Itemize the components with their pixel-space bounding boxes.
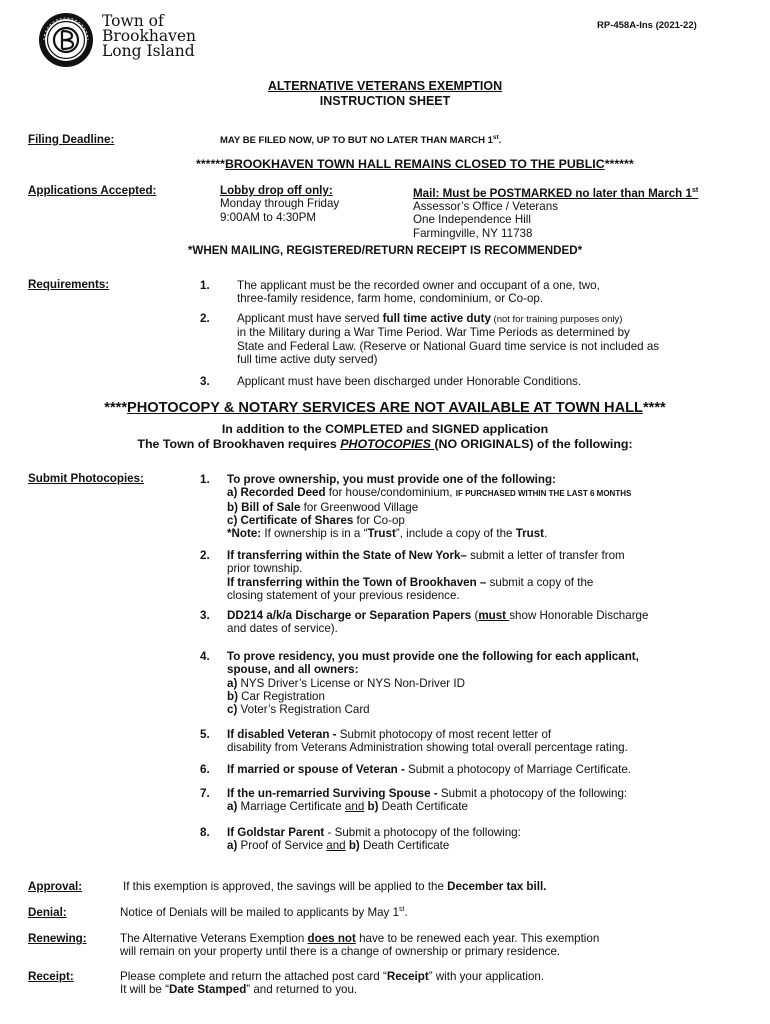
- denial-sup: st: [399, 906, 405, 914]
- pc-1-note-trust-2: Trust: [515, 527, 545, 541]
- photocopy-sub-1: In addition to the COMPLETED and SIGNED application: [221, 422, 549, 436]
- req-2-num: 2.: [200, 312, 210, 325]
- mail-line-1: Assessor’s Office / Veterans: [413, 200, 558, 214]
- receipt-post: ” with your application.: [428, 970, 545, 983]
- logo-line-3: Long Island: [102, 42, 195, 60]
- pc-5-l1-text: Submit photocopy of most recent letter of: [336, 728, 552, 741]
- receipt-bold: Receipt: [386, 970, 429, 983]
- renew-does-not: does not: [307, 932, 356, 945]
- logo-line-2: Brookhaven: [102, 27, 196, 45]
- pc-2-l3-text: submit a copy of the: [486, 575, 594, 589]
- filing-sup: st: [492, 134, 499, 141]
- closed-notice: [196, 157, 634, 171]
- denial-text: [120, 906, 408, 919]
- pc-1-a: [227, 486, 631, 500]
- pc-1-note-trust: Trust: [367, 527, 396, 541]
- applications-label: Applications Accepted:: [28, 184, 157, 197]
- pc-8-and: and: [326, 839, 346, 853]
- pc-1-a-text: for house/condominium,: [325, 486, 456, 500]
- req-3: Applicant must have been discharged under Honorable Conditions.: [237, 375, 582, 388]
- pc-1-note-end: .: [544, 527, 548, 541]
- pc-2-l3-bold: If transferring within the Town of Brookhaven –: [227, 575, 487, 589]
- closed-suffix: ******: [604, 157, 634, 171]
- pc-6-text: Submit a photocopy of Marriage Certificate.: [404, 763, 632, 776]
- pc-4-a-text: NYS Driver’s License or NYS Non-Driver ID: [237, 676, 465, 690]
- photocopy-sub-2-em: PHOTOCOPIES: [340, 437, 435, 451]
- renew-pre: The Alternative Veterans Exemption: [120, 932, 308, 945]
- pc-8-line-1: [227, 826, 521, 839]
- pc-1-c-bold: c) Certificate of Shares: [227, 513, 354, 527]
- title-line-2: INSTRUCTION SHEET: [319, 93, 451, 108]
- pc-8-a-text: Proof of Service: [237, 839, 327, 853]
- receipt-label: Receipt:: [28, 970, 74, 983]
- renew-post: have to be renewed each year. This exemption: [355, 932, 600, 945]
- denial-end: .: [404, 906, 408, 919]
- pc-4-b: [227, 690, 639, 703]
- req-2-line-1: [237, 312, 659, 326]
- filing-text: [220, 134, 501, 146]
- pc-4-c-bold: c): [227, 703, 238, 717]
- filing-deadline: MAY BE FILED NOW, UP TO BUT NO LATER THAN MARCH 1: [220, 135, 493, 147]
- pc-7-line-2: [227, 800, 627, 813]
- pc-1-a-small: IF PURCHASED WITHIN THE LAST 6 MONTHS: [455, 489, 632, 499]
- pc-4-a-bold: a): [227, 676, 238, 690]
- pc-1: [227, 473, 631, 540]
- receipt-line-1: [120, 970, 544, 983]
- receipt-l2-post: ” and returned to you.: [246, 983, 358, 997]
- req-2-pre: Applicant must have served: [237, 312, 383, 325]
- title-line-1: ALTERNATIVE VETERANS EXEMPTION: [267, 79, 503, 93]
- pc-2-line-3: [227, 576, 625, 589]
- pc-5: [227, 728, 628, 755]
- pc-2-l1-text: submit a letter of transfer from: [466, 549, 625, 562]
- pc-1-b-text: for Greenwood Village: [300, 500, 419, 514]
- pc-2-l1-bold: If transferring within the State of New York–: [227, 549, 467, 562]
- pc-5-l1-bold: If disabled Veteran -: [227, 728, 337, 741]
- mailing-note: *WHEN MAILING, REGISTERED/RETURN RECEIPT IS RECOMMENDED*: [187, 244, 583, 257]
- pc-3-line-2: and dates of service).: [227, 622, 338, 636]
- pc-3-line-1: [227, 609, 648, 622]
- pc-8-a-bold: a): [227, 839, 238, 853]
- req-2-line-4: full time active duty served): [237, 352, 378, 366]
- requirements-label: Requirements:: [28, 278, 110, 291]
- photocopy-sub-2-pre: The Town of Brookhaven requires: [137, 437, 341, 451]
- logo-wordmark: [102, 14, 196, 59]
- req-2-line-3: State and Federal Law. (Reserve or National Guard time service is not included as: [237, 339, 660, 353]
- approval-bold: December tax bill.: [447, 880, 547, 893]
- pc-8-b-bold: b): [345, 839, 360, 853]
- pc-3: [227, 609, 648, 636]
- town-seal: [38, 12, 94, 68]
- pc-6-bold: If married or spouse of Veteran -: [227, 763, 405, 776]
- pc-1-note-text: If ownership is in a “: [261, 527, 368, 541]
- pc-2-line-1: [227, 549, 625, 562]
- pc-4: [227, 650, 639, 716]
- receipt-l2-pre: It will be “: [120, 983, 169, 997]
- pc-4-c-text: Voter’s Registration Card: [237, 703, 370, 717]
- mail-block: [413, 184, 698, 240]
- renewing-line-1: [120, 932, 599, 945]
- pc-7-a-text: Marriage Certificate: [237, 800, 345, 814]
- receipt-l2-bold: Date Stamped: [168, 983, 247, 997]
- pc-1-note-bold: *Note:: [227, 527, 262, 541]
- pc-7-b-text: Death Certificate: [378, 800, 469, 814]
- pc-6: [227, 763, 631, 776]
- pc-2-line-2: prior township.: [227, 562, 303, 576]
- mail-sup: st: [691, 187, 699, 194]
- filing-end: .: [498, 135, 502, 147]
- pc-7-line-1: [227, 787, 627, 800]
- denial-label: Denial:: [28, 906, 67, 919]
- pc-8-l1-bold: If Goldstar Parent: [227, 826, 325, 839]
- filing-label: Filing Deadline:: [28, 133, 115, 146]
- form-id: RP-458A-Ins (2021-22): [597, 20, 697, 31]
- mail-title: [413, 184, 698, 200]
- photocopy-prefix: ****: [104, 400, 128, 416]
- pc-3-l1-bold: DD214 a/k/a Discharge or Separation Papers: [227, 609, 472, 622]
- pc-8-b-text: Death Certificate: [359, 839, 450, 853]
- pc-7-l1-bold: If the un-remarried Surviving Spouse -: [227, 787, 438, 800]
- photocopies-label: Submit Photocopies:: [28, 472, 144, 485]
- pc-3-l1-must: must: [478, 609, 510, 622]
- logo-line-1: Town of: [102, 12, 164, 30]
- pc-7-and: and: [344, 800, 365, 814]
- pc-8-num: 8.: [200, 826, 210, 839]
- photocopy-suffix: ****: [642, 400, 666, 416]
- req-2-line-2: in the Military during a War Time Period. War Time Periods as determined by: [237, 326, 630, 340]
- pc-8: [227, 826, 521, 853]
- pc-4-b-bold: b): [227, 689, 238, 703]
- pc-4-line-1: To prove residency, you must provide one the following for each applicant,: [227, 650, 639, 663]
- pc-1-b: [227, 501, 631, 514]
- req-2: [237, 312, 659, 366]
- renewing-label: Renewing:: [28, 932, 87, 945]
- renewing-text: [120, 932, 599, 959]
- photocopy-text: PHOTOCOPY & NOTARY SERVICES ARE NOT AVAILABLE AT TOWN HALL: [127, 400, 643, 416]
- req-2-bold: full time active duty: [382, 312, 491, 325]
- mail-line-2: One Independence Hill: [413, 213, 531, 227]
- pc-2-line-4: closing statement of your previous residence.: [227, 588, 460, 602]
- pc-8-l1-text: - Submit a photocopy of the following:: [324, 826, 521, 839]
- req-1-num: 1.: [200, 279, 210, 292]
- pc-1-a-bold: a) Recorded Deed: [227, 486, 326, 500]
- pc-7: [227, 787, 627, 814]
- pc-1-num: 1.: [200, 473, 210, 486]
- pc-1-title: To prove ownership, you must provide one of the following:: [227, 473, 556, 486]
- photocopy-sub-2: [0, 437, 770, 452]
- pc-7-num: 7.: [200, 787, 210, 800]
- pc-7-l1-text: Submit a photocopy of the following:: [437, 787, 628, 800]
- pc-3-num: 3.: [200, 609, 210, 622]
- pc-7-a-bold: a): [227, 800, 238, 814]
- pc-3-l1-text: (: [471, 609, 479, 622]
- lobby-title: Lobby drop off only:: [220, 184, 333, 197]
- req-1-line-1: The applicant must be the recorded owner and occupant of a one, two,: [237, 279, 600, 292]
- closed-text: BROOKHAVEN TOWN HALL REMAINS CLOSED TO THE PUBLIC: [224, 157, 605, 171]
- receipt-pre: Please complete and return the attached post card “: [120, 970, 387, 983]
- pc-8-line-2: [227, 839, 521, 852]
- receipt-line-2: [120, 983, 544, 996]
- pc-4-b-text: Car Registration: [237, 689, 325, 703]
- pc-5-num: 5.: [200, 728, 210, 741]
- denial-main: Notice of Denials will be mailed to applicants by May 1: [120, 906, 400, 919]
- approval-text: [123, 880, 546, 893]
- pc-1-note: [227, 527, 631, 540]
- photocopy-notice: [0, 400, 770, 416]
- closed-prefix: ******: [196, 157, 225, 171]
- pc-1-b-bold: b) Bill of Sale: [227, 500, 301, 514]
- lobby-hours: 9:00AM to 4:30PM: [220, 210, 317, 224]
- req-1-line-2: three-family residence, farm home, condominium, or Co-op.: [237, 292, 544, 306]
- pc-1-c-text: for Co-op: [353, 513, 405, 527]
- pc-5-line-2: disability from Veterans Administration showing total overall percentage rating.: [227, 741, 628, 755]
- pc-1-c: [227, 514, 631, 527]
- mail-line-3: Farmingville, NY 11738: [413, 226, 533, 240]
- pc-4-a: [227, 677, 639, 690]
- pc-3-l1-text-2: show Honorable Discharge: [509, 609, 649, 622]
- photocopy-sub: [0, 422, 770, 452]
- approval-label: Approval:: [28, 880, 83, 893]
- approval-pre: If this exemption is approved, the savings will be applied to the: [123, 880, 448, 893]
- seal-icon: [38, 12, 94, 68]
- pc-4-line-2: spouse, and all owners:: [227, 663, 359, 677]
- receipt-text: [120, 970, 544, 997]
- pc-6-num: 6.: [200, 763, 210, 776]
- req-2-small: (not for training purposes only): [490, 314, 623, 325]
- mail-title-text: Mail: Must be POSTMARKED no later than March 1: [413, 186, 692, 200]
- doc-title: [0, 79, 770, 108]
- renewing-line-2: will remain on your property until there is a change of ownership or primary residence.: [120, 945, 561, 959]
- pc-7-b-bold: b): [364, 800, 379, 814]
- pc-4-num: 4.: [200, 650, 210, 663]
- lobby-days: Monday through Friday: [220, 197, 340, 211]
- req-3-num: 3.: [200, 375, 210, 388]
- pc-5-line-1: [227, 728, 628, 741]
- lobby-block: [220, 184, 339, 224]
- pc-2-num: 2.: [200, 549, 210, 562]
- pc-1-note-text-2: ”, include a copy of the: [395, 527, 516, 541]
- pc-4-c: [227, 703, 639, 716]
- req-1: [237, 279, 600, 306]
- photocopy-sub-2-post: (NO ORIGINALS) of the following:: [434, 437, 633, 451]
- pc-2: [227, 549, 625, 602]
